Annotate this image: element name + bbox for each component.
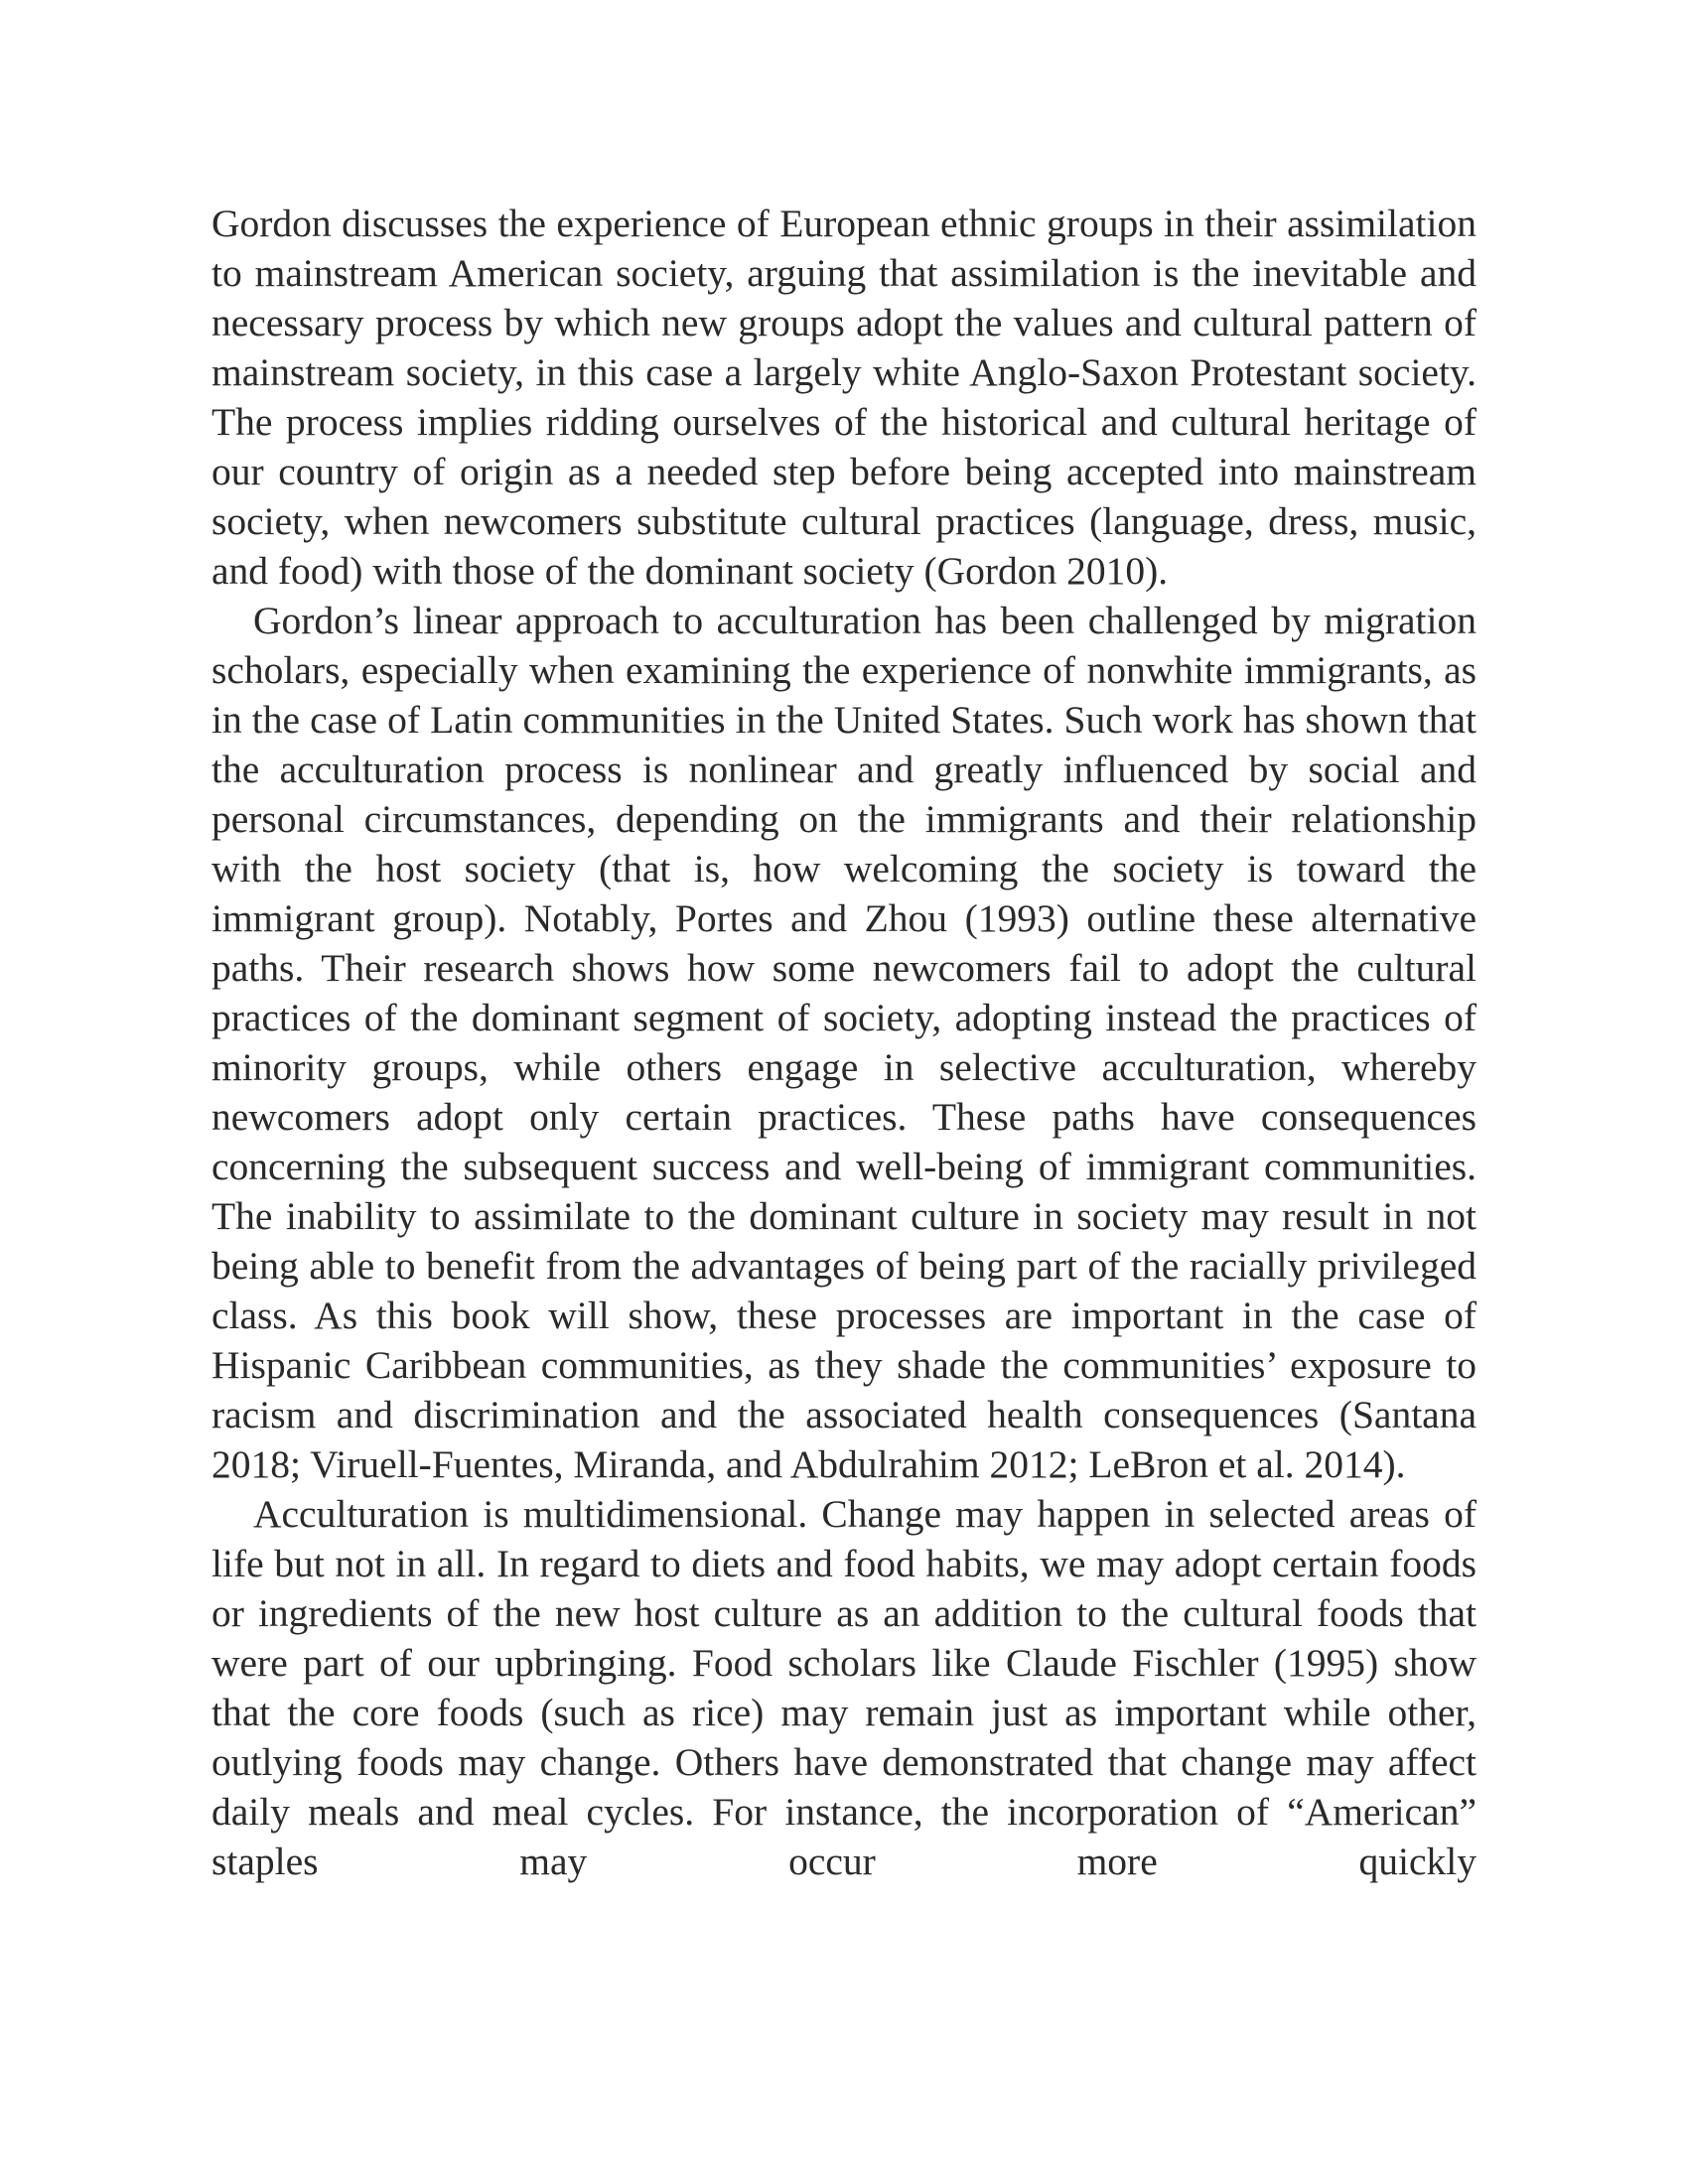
paragraph-gordon-assimilation: Gordon discusses the experience of European ethnic groups in their assimilation to mainstream American society, arguing that assimilation is the inevitable and necessary process by which new groups adopt the values and cultural pattern of mainstream society, in this case a largely white Anglo-Saxon Protestant society. The process implies ridding ourselves of the historical and cultural heritage of our country of origin as a needed step before being accepted into mainstream society, when newcomers substitute cultural practices (language, dress, music, and food) with those of the dominant society (Gordon 2010).	[211, 202, 1477, 593]
document-page	[211, 199, 1477, 1886]
paragraph-multidimensional-acculturation: Acculturation is multidimensional. Change may happen in selected areas of life but not in all. In regard to diets and food habits, we may adopt certain foods or ingredients of the new host culture as an addition to the cultural foods that were part of our upbringing. Food scholars like Claude Fischler (1995) show that the core foods (such as rice) may remain just as important while other, outlying foods may change. Others have demonstrated that change may affect daily meals and meal cycles. For instance, the incorporation of “American” staples may occur more quickly	[211, 1492, 1477, 1883]
paragraph-linear-approach-challenged: Gordon’s linear approach to acculturation has been challenged by migration scholars, especially when examining the experience of nonwhite immigrants, as in the case of Latin communities in the United States. Such work has shown that the acculturation process is nonlinear and greatly influenced by social and personal circumstances, depending on the immigrants and their relationship with the host society (that is, how welcoming the society is toward the immigrant group). Notably, Portes and Zhou (1993) outline these alternative paths. Their research shows how some newcomers fail to adopt the cultural practices of the dominant segment of society, adopting instead the practices of minority groups, while others engage in selective acculturation, whereby newcomers adopt only certain practices. These paths have consequences concerning the subsequent success and well-being of immigrant communities. The inability to assimilate to the dominant culture in society may result in not being able to benefit from the advantages of being part of the racially privileged class. As this book will show, these processes are important in the case of Hispanic Caribbean communities, as they shade the communities’ exposure to racism and discrimination and the associated health consequences (Santana 2018; Viruell-Fuentes, Miranda, and Abdulrahim 2012; LeBron et al. 2014).	[211, 599, 1477, 1486]
